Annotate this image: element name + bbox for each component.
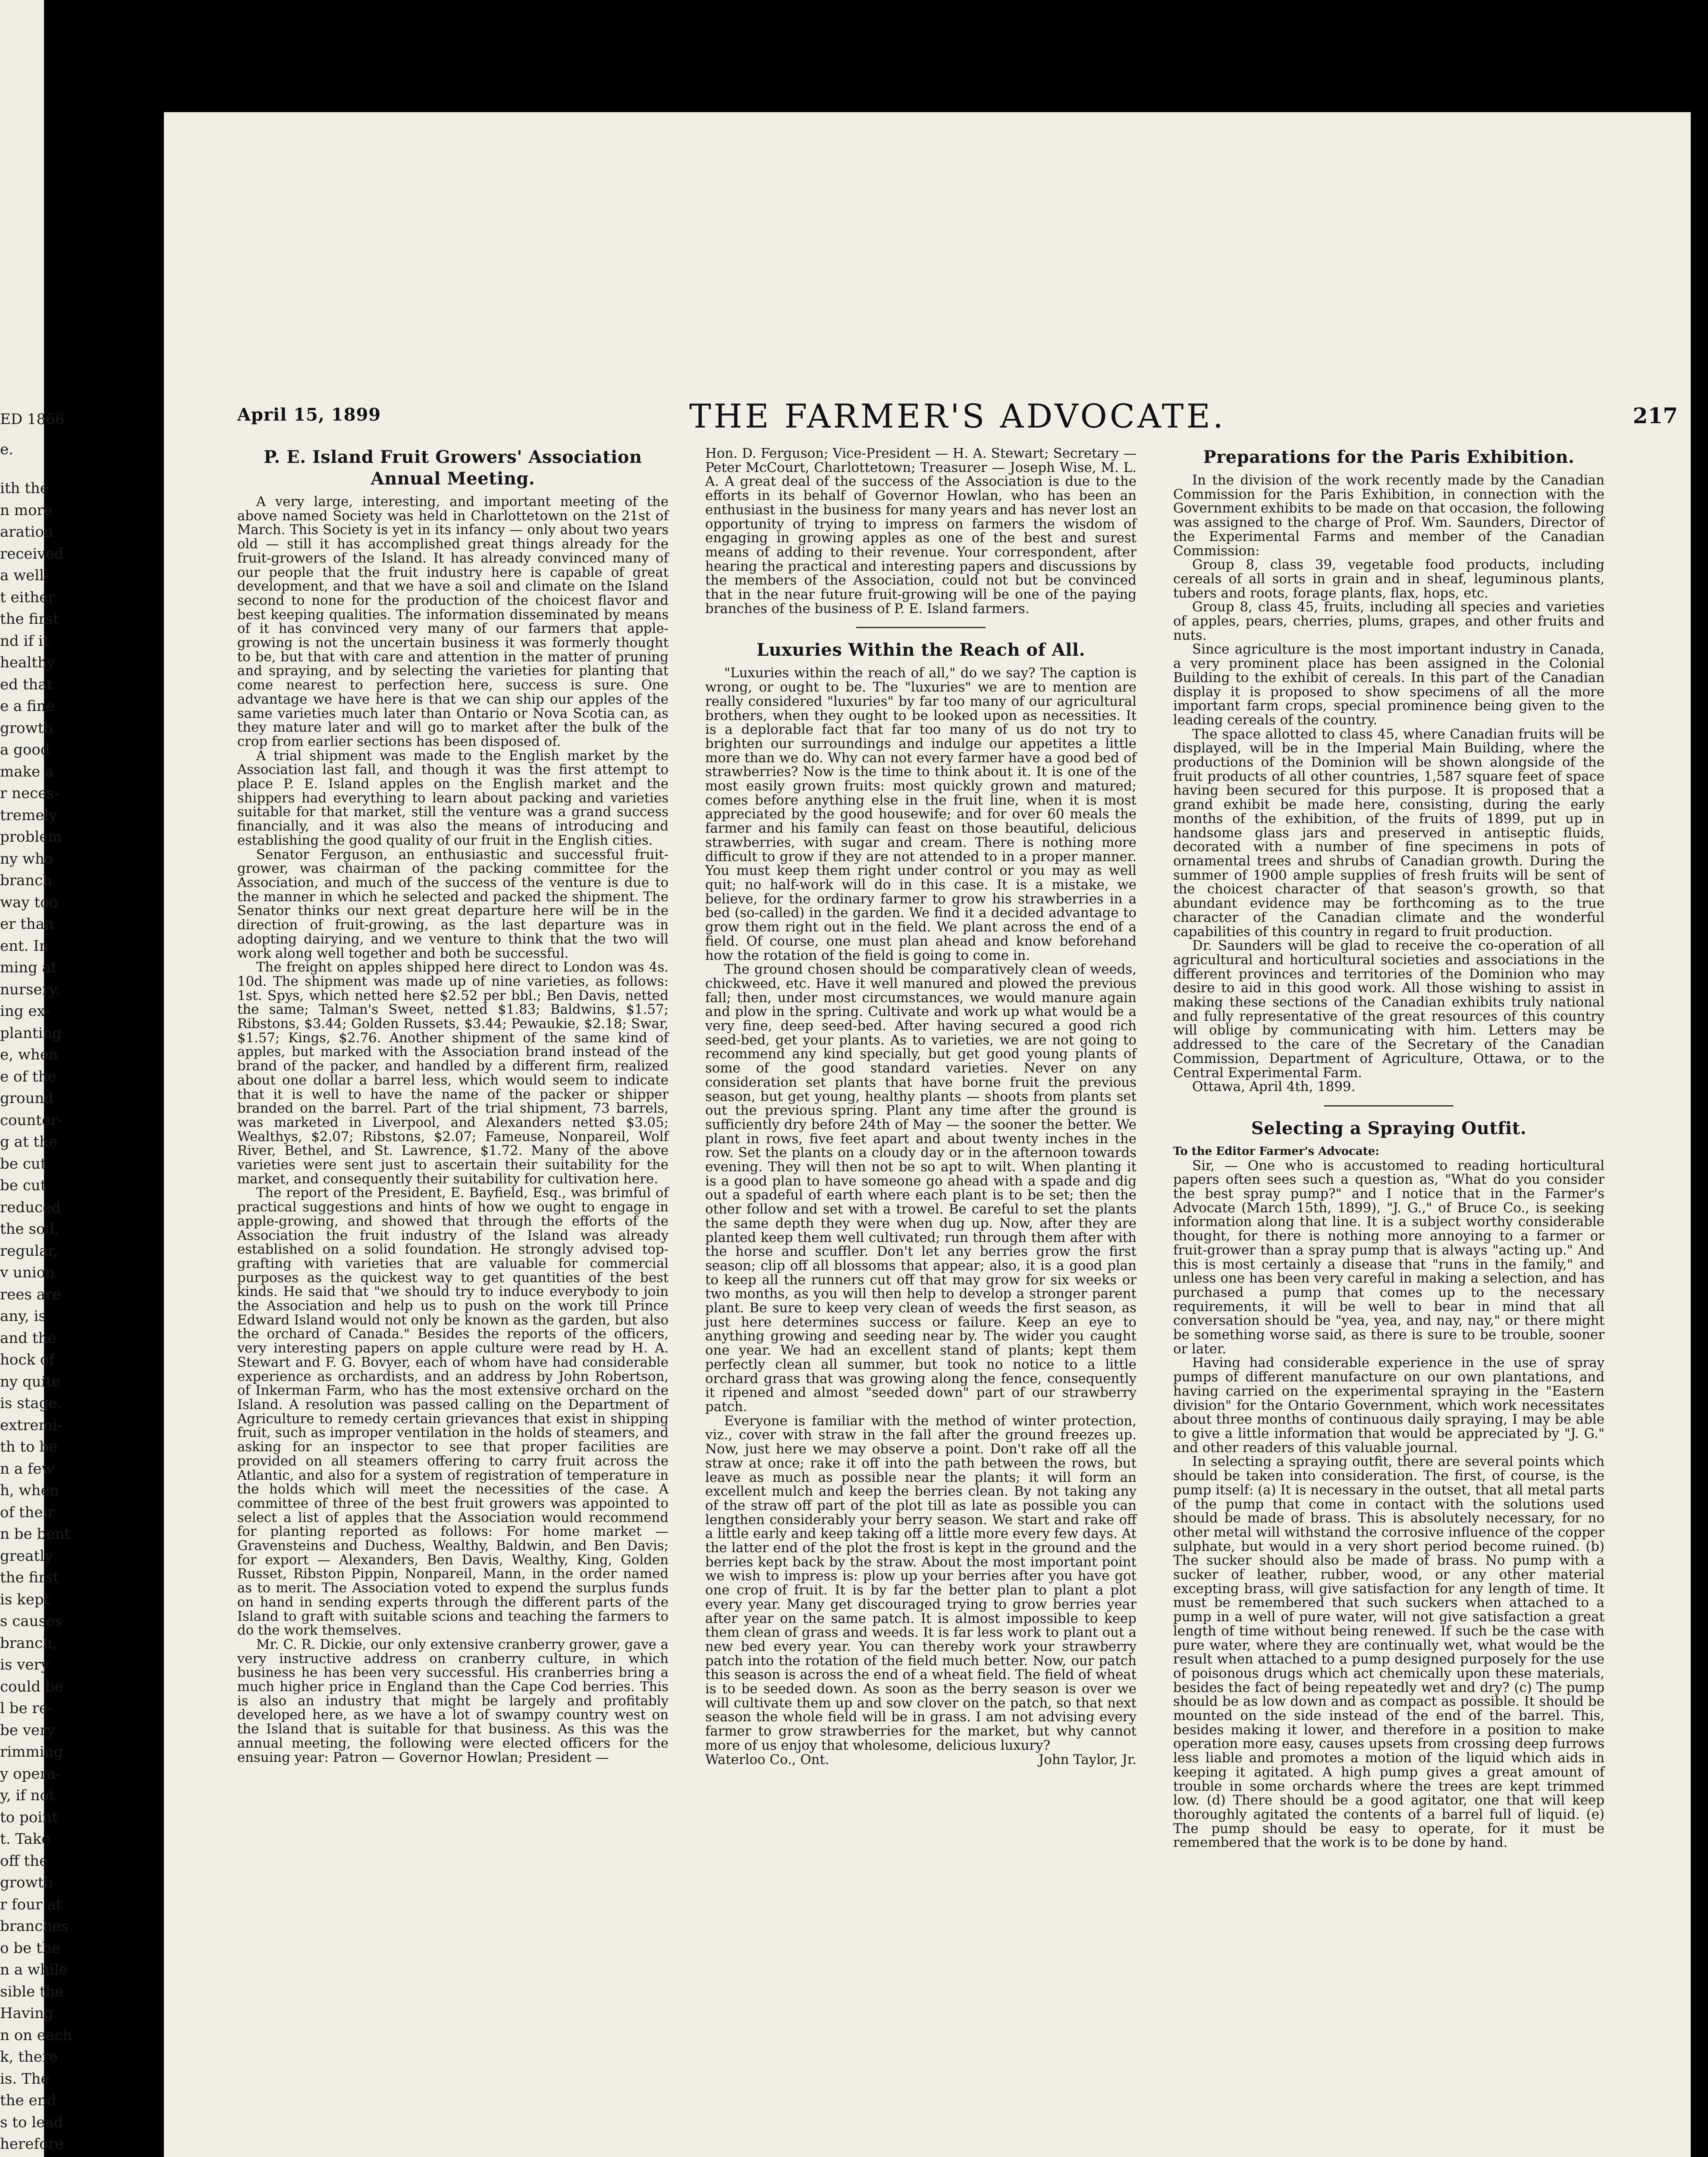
section-divider [856,627,986,628]
signature-line [705,1753,1137,1767]
adjacent-page-text-fragment: sible the [0,1983,64,2000]
page-number: 217 [1633,403,1678,428]
article-paragraph: "Luxuries within the reach of all," do we say? The caption is wrong, or ought to be. The "luxuries" we are to mention are really considered "luxuries" by far too many of our agricultural brothers, when they ought to be looked upon as necessities. It is a deplorable fact that far too many of us do not try to brighten our surroundings and indulge our appetites a little more than we do. Why can not every farmer have a good bed of strawberries? Now is the time to think about it. It is one of the most easily grown fruits: most quickly grown and matured; comes before anything else in the fruit line, when it is most appreciated by the good housewife; and for over 60 meals the farmer and his family can feast on those beautiful, delicious strawberries, with sugar and cream. There is nothing more difficult to grow if they are not attended to in a proper manner. You must keep them right under control or you may as well quit; no half-work will do in this case. It is a mistake, we believe, for the ordinary farmer to grow his strawberries in a bed (so-called) in the garden. We find it a decided advantage to grow them right out in the field. We plant across the end of a field. Of course, one must plan ahead and know beforehand how the rotation of the field is going to come in. [705,665,1137,963]
adjacent-page-text-fragment: t. Take [0,1830,50,1848]
article-paragraph: In selecting a spraying outfit, there are several points which should be taken into consideration. The first, of course, is the pump itself: (a) It is necessary in the outset, that all metal parts of the pump that come in contact with the solutions used should be made of brass. This is absolutely necessary, for no other metal will withstand the corrosive influence of the copper sulphate, but would in a very short period become ruined. (b) The sucker should also be made of brass. No pump with a sucker of leather, rubber, wood, or any other material excepting brass, will give satisfaction for any length of time. It must be remembered that such suckers when attached to a pump in a well of pure water, will not give satisfaction a great length of time without being renewed. If such be the case with pure water, where they are continually wet, what would be the result when attached to a pump designed purposely for the use of poisonous drugs which act chemically upon these materials, besides the fact of being repeatedly wet and dry? (c) The pump should be as low down and as compact as possible. It should be mounted on the side instead of the end of the barrel. This, besides making it lower, and therefore in a position to make operation more easy, causes upsets from crossing deep furrows less liable and promotes a motion of the liquid which aids in keeping it agitated. A high pump gives a great amount of trouble in some orchards where the trees are kept trimmed low. (d) There should be a good agitator, one that will keep thoroughly agitated the contents of a barrel full of liquid. (e) The pump should be easy to operate, for it must be remembered that the work is to be done by hand. [1173,1454,1604,1851]
adjacent-page-text-fragment: way too [0,893,58,911]
adjacent-page-text-fragment: o be the [0,1939,60,1957]
adjacent-page-text-fragment: h, when [0,1482,59,1499]
adjacent-page-text-fragment: ing ex- [0,1003,50,1020]
signature-name: John Taylor, Jr. [1038,1751,1137,1767]
adjacent-page-text-fragment: s to lead [0,2113,63,2131]
adjacent-page-text-fragment: e. [0,441,13,458]
adjacent-page-text-fragment: problem [0,828,62,846]
column-2 [705,446,1137,2157]
adjacent-page-text-fragment: is very [0,1656,49,1673]
adjacent-page-text-fragment: the first [0,1569,59,1586]
article-paragraph: Group 8, class 39, vegetable food products, including cereals of all sorts in grain and in sheaf, leguminous plants, tubers and roots, forage plants, flax, hops, etc. [1173,557,1604,601]
adjacent-page-text-fragment: to point [0,1808,58,1826]
adjacent-page-text-fragment: n be bent [0,1525,70,1543]
adjacent-page-text-fragment: the end [0,2092,57,2109]
adjacent-page-text-fragment: n more [0,501,53,519]
adjacent-page-text-fragment: reduced [0,1198,61,1216]
adjacent-page-text-fragment: and the [0,1329,57,1347]
adjacent-page-text-fragment: is kept [0,1591,50,1608]
adjacent-page-text-fragment: the soil, [0,1220,59,1238]
adjacent-page-text-fragment: branches [0,1918,69,1935]
adjacent-page-text-fragment: a well- [0,567,49,584]
adjacent-page-text-fragment: planting [0,1024,62,1042]
page-header [237,397,1678,436]
article-paragraph: A trial shipment was made to the English market by the Association last fall, and though it was the first attempt to place P. E. Island apples on the English market and the shippers had everything to learn about packing and varieties suitable for that market, still the venture was a grand success financially, and it was also the means of introducing and establishing the good quality of our fruit in the English cities. [237,748,669,848]
adjacent-page-text-fragment: ed that [0,676,53,693]
publication-title: THE FARMER'S ADVOCATE. [689,397,1226,435]
article-paragraph: Senator Ferguson, an enthusiastic and successful fruit-grower, was chairman of the packing committee for the Association, and much of the success of the venture is due to the manner in which he selected and packed the shipment. The Senator thinks our next great departure here will be in the direction of fruit-growing, as the last departure was in adopting dairying, and we venture to think that the two will work along well together and both be successful. [237,846,669,961]
adjacent-page-text-fragment: rimming [0,1743,63,1761]
adjacent-page-text-fragment: the first [0,610,59,628]
adjacent-page-text-fragment: y, if not [0,1787,55,1804]
adjacent-page-text-fragment: n on each [0,2026,72,2044]
article-paragraph: Mr. C. R. Dickie, our only extensive cranberry grower, gave a very instructive address on cranberry culture, in which business he has been very successful. His cranberries bring a much higher price in England than the Cape Cod berries. This is also an industry that might be largely and profitably developed here, as we have a lot of swampy country west on the Island that is suitable for that business. As this was the annual meeting, the following were elected officers for the ensuing year: Patron — Governor Howlan; President — [237,1636,669,1765]
adjacent-page-text-fragment: is stage. [0,1395,62,1412]
adjacent-page-text-fragment: aration [0,523,53,541]
adjacent-page-text-fragment: r four at [0,1896,62,1913]
signature-place: Waterloo Co., Ont. [705,1751,829,1767]
adjacent-page-text-fragment: ny who [0,850,53,868]
adjacent-page-text-fragment: Having [0,2005,53,2022]
article-paragraph: Since agriculture is the most important industry in Canada, a very prominent place has been assigned in the Colonial Building to the exhibit of cereals. In this part of the Canadian display it is proposed to show specimens of all the more important farm crops, special prominence being given to the leading cereals of the country. [1173,641,1604,728]
article-paragraph: Having had considerable experience in the use of spray pumps of different manufacture on our own plantations, and having carried on the experimental spraying in the "Eastern division" for the Ontario Government, which work necessitates about three months of continuous daily spraying, I may be able to give a little information that would be appreciated by "J. G." and other readers of this valuable journal. [1173,1355,1604,1456]
article-heading: Preparations for the Paris Exhibition. [1203,447,1575,467]
article-paragraph: The ground chosen should be comparatively clean of weeds, chickweed, etc. Have it well manured and plowed the previous fall; then, under most circumstances, we would manure again and plow in the spring. Cultivate and work up what would be a very fine, deep seed-bed. After having secured a good rich seed-bed, get your plants. As to varieties, we are not going to recommend any kind specially, but get good young plants of some of the good standard varieties. Never on any consideration set plants that have borne fruit the previous season, but get young, healthy plants — shoots from plants set out the previous spring. Plant any time after the ground is sufficiently dry before 24th of May — the sooner the better. We plant in rows, five feet apart and about twenty inches in the row. Set the plants on a cloudy day or in the afternoon towards evening. They will then not be so apt to wilt. When planting it is a good plan to have someone go ahead with a spade and dig out a spadeful of earth where each plant is to be set; then the other follow and set with a trowel. Be careful to set the plants the same depth they were when dug up. Now, after they are planted keep them well cultivated; run through them after with the horse and scuffler. Don't let any berries grow the first season; clip off all blossoms that appear; also, it is a good plan to keep all the runners cut off that may grow for six weeks or two months, as you will then help to develop a stronger parent plant. Be sure to keep very clean of weeds the first season, as just here determines success or failure. Keep an eye to anything growing and seeding near by. The wider you caught one year. We had an excellent stand of plants; kept them perfectly clean all summer, but took no notice to a little orchard grass that was growing along the fence, consequently it ripened and almost "seeded down" part of our strawberry patch. [705,962,1137,1415]
adjacent-page-text-fragment: ground [0,1090,54,1107]
adjacent-page-text-fragment: off the [0,1852,48,1870]
adjacent-page-fragment [0,0,72,2157]
adjacent-page-text-fragment: k, there [0,2048,58,2066]
adjacent-page-text-fragment: ED 1866 [0,411,65,428]
adjacent-page-text-fragment: received [0,545,64,563]
adjacent-page-text-fragment: branch [0,872,53,889]
adjacent-page-text-fragment: e a fine [0,698,55,715]
adjacent-page-text-fragment: e of the [0,1068,57,1085]
adjacent-page-text-fragment: is. The [0,2070,50,2088]
adjacent-page-text-fragment: be cut [0,1177,47,1194]
article-paragraph: Everyone is familiar with the method of winter protection, viz., cover with straw in the fall after the ground freezes up. Now, just here we may observe a point. Don't rake off all the straw at once; rake it off into the path between the rows, but leave as much as possible near the plants; it will form an excellent mulch and keep the berries clean. By not taking any of the straw off part of the plot till as late as possible you can lengthen considerably your berry season. We start and rake off a little early and keep taking off a little more every few days. At the latter end of the plot the frost is kept in the ground and the berries kept back by the straw. About the most important point we wish to impress is: plow up your berries after you have got one crop of fruit. It is by far the better plan to plant a plot every year. Many get discouraged trying to grow berries year after year on the same patch. It is almost impossible to keep them clean of grass and weeds. It is far less work to plant out a new bed every year. You can thereby work your strawberry patch into the rotation of the field much better. Now, our patch this season is across the end of a wheat field. The field of wheat is to be seeded down. As soon as the berry season is over we will cultivate them up and sow clover on the patch, so that next season the whole field will be in grass. I am not advising every farmer to grow strawberries for the market, but why cannot more of us enjoy that wholesome, delicious luxury? [705,1413,1137,1753]
adjacent-page-text-fragment: branch, [0,1634,57,1652]
dateline: Ottawa, April 4th, 1899. [1192,1079,1356,1095]
adjacent-page-text-fragment: g at the [0,1133,57,1151]
adjacent-page-text-fragment: be cut [0,1155,47,1173]
section-divider [1324,1105,1454,1107]
adjacent-page-text-fragment: er than [0,915,54,933]
adjacent-page-text-fragment: make a [0,763,54,780]
article-paragraph: Dr. Saunders will be glad to receive the co-operation of all agricultural and horticultural societies and associations in the different provinces and territories of the Dominion who may desire to aid in this good work. All those wishing to assist in making these sections of the Canadian exhibits truly national and fully representative of the great resources of this country will oblige by communicating with him. Letters may be addressed to the care of the Secretary of the Canadian Commission, Department of Agriculture, Ottawa, or to the Central Experimental Farm. [1173,938,1604,1081]
adjacent-page-text-fragment: growth [0,1874,53,1891]
column-1 [237,446,669,2157]
adjacent-page-text-fragment: ny quite [0,1373,61,1390]
issue-date: April 15, 1899 [237,405,381,425]
article-paragraph: The space allotted to class 45, where Canadian fruits will be displayed, will be in the Imperial Main Building, where the productions of the Dominion will be shown alongside of the fruit products of all other countries, 1,587 square feet of space having been secured for this purpose. It is proposed that a grand exhibit be made here, consisting, during the early months of the exhibition, of the fruits of 1899, put up in handsome glass jars and preserved in antiseptic fluids, decorated with a number of fine specimens in pots of ornamental trees and shrubs of Canadian growth. During the summer of 1900 ample supplies of fresh fruits will be sent of the choicest character of that season's growth, so that abundant evidence may be forthcoming as to the true character of the Canadian climate and the wonderful capabilities of this country in regard to fruit production. [1173,726,1604,940]
column-3 [1173,446,1604,2157]
article-paragraph: The freight on apples shipped here direct to London was 4s. 10d. The shipment was made up of nine varieties, as follows: 1st. Spys, which netted here $2.52 per bbl.; Ben Davis, netted the same; Talman's Sweet, netted $1.83; Baldwins, $1.57; Ribstons, $3.44; Golden Russets, $3.44; Pewaukie, $2.18; Swar, $1.57; Kings, $2.76. Another shipment of the same kind of apples, but marked with the Association brand instead of the brand of the packer, and handled by a different firm, realized about one dollar a barrel less, which would seem to indicate that it is well to have the name of the packer or shipper branded on the barrel. Part of the trial shipment, 73 barrels, was marketed in Liverpool, and Alexanders netted $3.05; Wealthys, $2.07; Ribstons, $2.07; Fameuse, Nonpareil, Wolf River, Bethel, and St. Lawrence, $1.72. Many of the above varieties were sent just to ascertain their suitability for the market, and consequently their suitability for cultivation here. [237,959,669,1187]
adjacent-page-text-fragment: y opera- [0,1765,61,1783]
article-heading: Luxuries Within the Reach of All. [756,640,1086,660]
article-paragraph: Group 8, class 45, fruits, including all species and varieties of apples, pears, cherries, plums, grapes, and other fruits and nuts. [1173,599,1604,643]
adjacent-page-text-fragment: ent. In [0,937,49,955]
adjacent-page-text-fragment: herefore [0,2135,64,2153]
adjacent-page-text-fragment: nd if it [0,632,49,650]
adjacent-page-text-fragment: extremi- [0,1416,62,1434]
article-paragraph: In the division of the work recently made by the Canadian Commission for the Paris Exhibition, in connection with the Government exhibits to be made on that occasion, the following was assigned to the charge of Prof. Wm. Saunders, Director of the Experimental Farms and member of the Canadian Commission: [1173,472,1604,559]
article-continuation: Hon. D. Ferguson; Vice-President — H. A. Stewart; Secretary — Peter McCourt, Charlottetown; Treasurer — Joseph Wise, M. L. A. A great deal of the success of the Association is due to the efforts in its behalf of Governor Howlan, who has been an enthusiast in the business for many years and has never lost an opportunity of trying to impress on farmers the wisdom of engaging in growing apples as one of the best and surest means of adding to their revenue. Your correspondent, after hearing the practical and interesting papers and discussions by the members of the Association, could not but be convinced that in the near future fruit-growing will be one of the paying branches of the business of P. E. Island farmers. [705,446,1137,616]
adjacent-page-text-fragment: tremely [0,806,57,824]
article-paragraph: The report of the President, E. Bayfield, Esq., was brimful of practical suggestions and hints of how we ought to engage in apple-growing, and showed that through the efforts of the Association the fruit industry of the Island was already established on a solid foundation. He strongly advised top-grafting with varieties that are valuable for commercial purposes as the quickest way to get quantities of the best kinds. He said that "we should try to induce everybody to join the Association and help us to push on the work till Prince Edward Island would not only be known as the garden, but also the orchard of Canada." Besides the reports of the officers, very interesting papers on apple culture were read by H. A. Stewart and F. G. Bovyer, each of whom have had considerable experience as orchardists, and an address by John Robertson, of Inkerman Farm, who has the most extensive orchard on the Island. A resolution was passed calling on the Department of Agriculture to remedy certain grievances that exist in shipping fruit, such as improper ventilation in the holds of steamers, and asking for an inspector to see that proper facilities are provided on all steamers offering to carry fruit across the Atlantic, and also for a system of registration of temperature in the holds which will meet the necessities of the case. A committee of three of the best fruit growers was appointed to select a list of apples that the Association would recommend for planting reported as follows: For home market — Gravensteins and Duchess, Wealthy, Baldwin, and Ben Davis; for export — Alexanders, Ben Davis, Wealthy, King, Golden Russet, Ribston Pippin, Nonpareil, Mann, in the order named as to merit. The Association voted to expend the surplus funds on hand in sending experts through the different parts of the Island to graft with suitable scions and teaching the farmers to do the work themselves. [237,1185,669,1638]
adjacent-page-text-fragment: nursery. [0,981,60,998]
adjacent-page-text-fragment: n a while [0,1961,68,1978]
letter-salutation: To the Editor Farmer's Advocate: [1173,1145,1379,1158]
adjacent-page-text-fragment: n a few [0,1460,54,1478]
adjacent-page-text-fragment: e, when [0,1046,58,1063]
article-paragraph: Sir, — One who is accustomed to reading horticultural papers often sees such a question as, "What do you consider the best spray pump?" and I notice that in the Farmer's Advocate (March 15th, 1899), "J. G.," of Bruce Co., is seeking information along that line. It is a subject worthy considerable thought, for there is nothing more annoying to a farmer or fruit-grower than a spray pump that is always "acting up." And this is most certainly a disease that "runs in the family," and unless one has been very careful in making a selection, and has purchased a pump that comes up to the necessary requirements, it will be well to bear in mind that all conversation should be "yea, yea, and nay, nay," or there might be something worse said, as there is sure to be trouble, sooner or later. [1173,1157,1604,1357]
adjacent-page-text-fragment: greatly [0,1547,53,1565]
adjacent-page-text-fragment: r neces- [0,785,60,802]
adjacent-page-text-fragment: a good [0,741,50,758]
adjacent-page-text-fragment: be very [0,1721,55,1739]
adjacent-page-text-fragment: of their [0,1503,55,1521]
adjacent-page-text-fragment: ith the [0,480,49,497]
adjacent-page-text-fragment: could be [0,1678,63,1695]
adjacent-page-text-fragment: th to be [0,1438,58,1456]
adjacent-page-text-fragment: healthy [0,654,55,671]
adjacent-page-text-fragment: t either [0,588,55,606]
adjacent-page-text-fragment: regular, [0,1242,58,1260]
adjacent-page-text-fragment: rees are [0,1286,61,1303]
adjacent-page-text-fragment: ming at [0,959,57,976]
article-paragraph: A very large, interesting, and important meeting of the above named Society was held in Charlottetown on the 21st of March. This Society is yet in its infancy — only about two years old — still it has accomplished great things already for the fruit-growers of the Island. It has already convinced many of our people that the fruit industry here is capable of great development, and that we have a soil and climate on the Island second to none for the production of the choicest flavor and best keeping qualities. The information disseminated by means of it has convinced very many of our farmers that apple-growing is not the uncertain business it was formerly thought to be, but that with care and attention in the matter of pruning and spraying, and by selecting the varieties for planting that come nearest to perfection here, success is sure. One advantage we have here is that we can ship our apples of the same varieties much later than Ontario or Nova Scotia can, as they mature later and will go to market after the bulk of the crop from earlier sections has been disposed of. [237,494,669,749]
adjacent-page-text-fragment: hock of [0,1351,54,1368]
newspaper-page [164,112,1691,2157]
adjacent-page-text-fragment: any, is [0,1308,46,1325]
adjacent-page-text-fragment: l be re- [0,1700,53,1717]
adjacent-page-text-fragment: growth [0,719,53,737]
article-heading: P. E. Island Fruit Growers' Association Annual Meeting. [264,447,642,489]
adjacent-page-text-fragment: s causes [0,1613,63,1630]
adjacent-page-text-fragment: v union [0,1264,55,1281]
adjacent-page-text-fragment: counter- [0,1111,63,1129]
article-heading: Selecting a Spraying Outfit. [1251,1118,1527,1138]
